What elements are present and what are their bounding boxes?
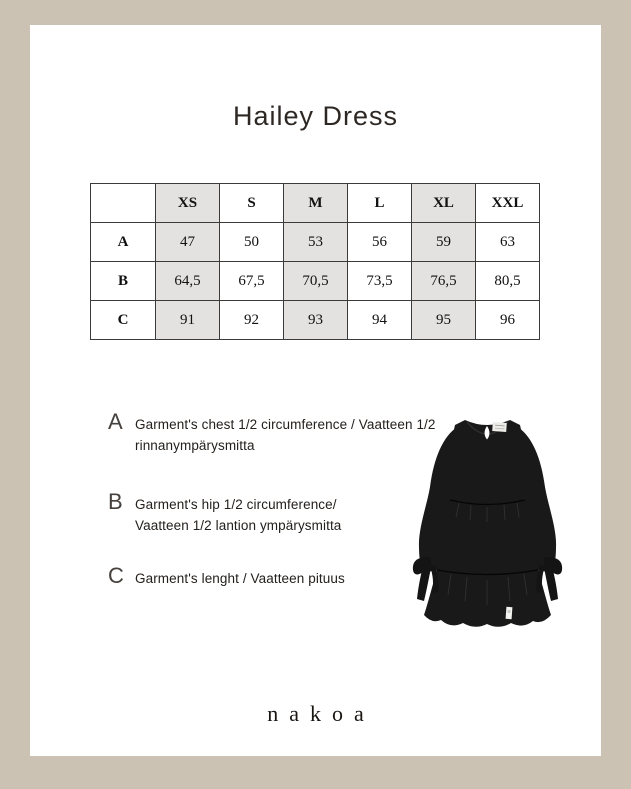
legend-key-b: B — [108, 489, 123, 514]
legend-b-line1: Garment's hip 1/2 circumference/ — [135, 497, 337, 512]
table-row-a — [91, 223, 540, 262]
value-cell: 96 — [476, 301, 540, 340]
row-label-b: B — [91, 262, 156, 301]
legend-key-a: A — [108, 409, 123, 434]
legend-key-c: C — [108, 563, 124, 588]
value-cell: 94 — [348, 301, 412, 340]
row-label-c: C — [91, 301, 156, 340]
hem-tag — [506, 607, 513, 619]
value-cell: 56 — [348, 223, 412, 262]
value-cell: 73,5 — [348, 262, 412, 301]
legend-item-b — [108, 491, 341, 536]
value-cell: 50 — [220, 223, 284, 262]
legend-item-c — [108, 565, 345, 589]
legend-item-a — [108, 411, 436, 456]
legend-c-line1: Garment's lenght / Vaatteen pituus — [135, 571, 345, 586]
page-title: Hailey Dress — [232, 101, 399, 131]
legend-b-line2: Vaatteen 1/2 lantion ympärysmitta — [135, 518, 342, 533]
value-cell: 63 — [476, 223, 540, 262]
value-cell: 67,5 — [220, 262, 284, 301]
legend-a-line1: Garment's chest 1/2 circumference / Vaatteen 1/2 — [135, 417, 436, 432]
neck-label — [492, 422, 507, 432]
legend-a-line2: rinnanympärysmitta — [135, 438, 255, 453]
value-cell: 95 — [412, 301, 476, 340]
product-photo-dress — [405, 403, 590, 653]
size-table-header-row — [91, 184, 540, 223]
value-cell: 76,5 — [412, 262, 476, 301]
corner-cell — [91, 184, 156, 223]
row-label-a: A — [91, 223, 156, 262]
brand-logo: nakoa — [267, 701, 375, 726]
size-guide-card — [30, 25, 601, 756]
value-cell: 80,5 — [476, 262, 540, 301]
value-cell: 92 — [220, 301, 284, 340]
col-header-xs: XS — [156, 184, 220, 223]
legend-text-a — [135, 411, 436, 456]
table-row-b — [91, 262, 540, 301]
value-cell: 53 — [284, 223, 348, 262]
value-cell: 47 — [156, 223, 220, 262]
value-cell: 70,5 — [284, 262, 348, 301]
value-cell: 91 — [156, 301, 220, 340]
col-header-m: M — [284, 184, 348, 223]
col-header-l: L — [348, 184, 412, 223]
col-header-s: S — [220, 184, 284, 223]
value-cell: 59 — [412, 223, 476, 262]
value-cell: 64,5 — [156, 262, 220, 301]
size-table — [90, 183, 540, 340]
dress-illustration — [413, 420, 562, 627]
legend-text-b — [135, 491, 341, 536]
table-row-c — [91, 301, 540, 340]
col-header-xxl: XXL — [476, 184, 540, 223]
col-header-xl: XL — [412, 184, 476, 223]
legend-text-c — [135, 565, 345, 589]
value-cell: 93 — [284, 301, 348, 340]
